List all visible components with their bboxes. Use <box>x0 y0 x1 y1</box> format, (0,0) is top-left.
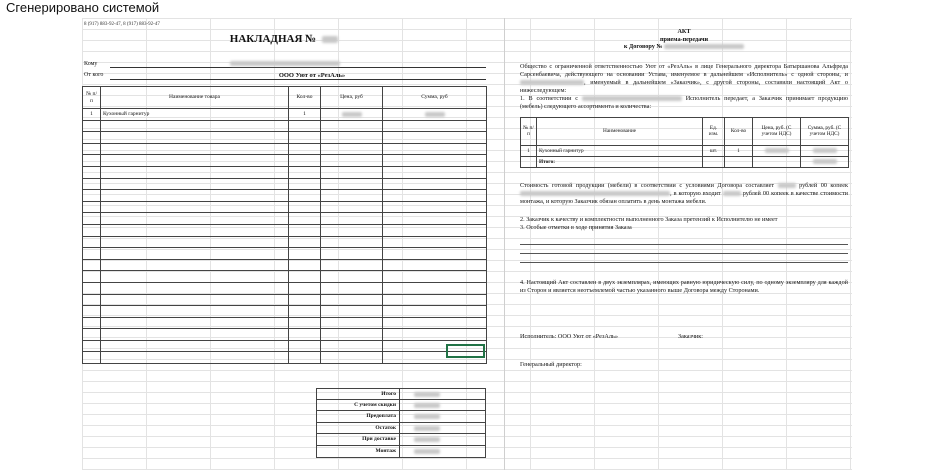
remarks-line <box>520 245 848 254</box>
to-underline <box>110 67 486 68</box>
assembly-label: Монтаж <box>316 446 400 458</box>
cell-price <box>321 109 383 121</box>
clause1-text-b: Исполнитель передает, а Заказчик принимает продукцию (мебель) следующего ассортимента и количества: <box>520 94 848 110</box>
act-col-name: Наименование <box>537 117 703 145</box>
table-row <box>83 236 487 248</box>
cell-num: 1 <box>83 109 101 121</box>
redacted-prepayment <box>414 414 440 419</box>
act-cost <box>520 182 848 206</box>
redacted-price <box>342 112 362 117</box>
cell-qty: 1 <box>289 109 321 121</box>
phone-numbers: 8 (917) 883-92-47, 8 (917) 883-92-47 <box>84 22 160 27</box>
redacted-number <box>322 36 338 43</box>
table-row <box>83 306 487 318</box>
from-label: От кого <box>84 72 104 78</box>
table-row <box>83 132 487 144</box>
invoice-header-row <box>83 87 487 109</box>
act-title-line1: АКТ <box>677 28 691 35</box>
clause1-text-a: 1. В соответствии с <box>520 94 579 102</box>
cost-text-b: рублей 00 копеек <box>799 181 849 189</box>
act-cell-price <box>753 145 801 156</box>
act-col-num: № п/п <box>521 117 537 145</box>
act-col-unit: Ед. изм. <box>703 117 725 145</box>
total-label: Итого <box>316 388 400 400</box>
act-col-sum: Сумма, руб. (С учетом НДС) <box>801 117 849 145</box>
table-row <box>83 259 487 271</box>
cost-text-a: Стоимость готовой продукции (мебели) в соответствии с условиями Договора составляет <box>520 181 775 189</box>
table-row <box>83 190 487 202</box>
col-header-qty: Кол-во <box>289 87 321 109</box>
redacted-contract-ref <box>582 96 682 101</box>
cost-text-c: , в которую входит <box>670 189 721 197</box>
col-header-num: № п/п <box>83 87 101 109</box>
act-total-row <box>521 156 849 167</box>
redacted-discount <box>414 403 440 408</box>
table-row <box>83 248 487 260</box>
table-row <box>83 120 487 132</box>
selected-cell[interactable] <box>446 344 485 358</box>
col-header-name: Наименование товара <box>101 87 289 109</box>
cost-text-d: рублей 00 копеек в качестве стоимости монтажа, и которую Заказчик обязан оплатить в день монтажа мебели. <box>520 189 848 205</box>
prepayment-label: Предоплата <box>316 411 400 423</box>
act-total-label: Итого: <box>537 156 703 167</box>
act-col-price: Цена, руб. (С учетом НДС) <box>753 117 801 145</box>
cell-name: Кухонный гарнитур <box>101 109 289 121</box>
invoice-title <box>82 33 486 45</box>
table-row <box>83 282 487 294</box>
col-header-price: Цена, руб <box>321 87 383 109</box>
to-label: Кому <box>84 61 98 67</box>
delivery-label: При доставке <box>316 434 400 446</box>
total-row <box>316 388 486 400</box>
redacted-balance <box>414 426 440 431</box>
act-title-line2: приема-передачи <box>659 35 709 43</box>
executor-label: Исполнитель: ООО Уют от «РезАль» <box>520 332 618 340</box>
table-row <box>83 143 487 155</box>
redacted-act-total <box>813 159 837 164</box>
table-row <box>521 145 849 156</box>
from-value: ООО Уют от «РезАль» <box>278 72 346 79</box>
caption-text: Сгенерировано системой <box>6 0 160 15</box>
redacted-assembly-cost <box>723 191 741 196</box>
act-total-sum <box>801 156 849 167</box>
redacted-recipient <box>230 61 340 66</box>
act-cell-qty: 1 <box>725 145 753 156</box>
balance-label: Остаток <box>316 423 400 435</box>
redacted-cost <box>778 183 796 188</box>
invoice-page <box>82 18 486 458</box>
act-page <box>520 28 848 369</box>
discount-row <box>316 400 486 412</box>
table-row <box>83 271 487 283</box>
table-row <box>83 329 487 341</box>
act-cell-sum <box>801 145 849 156</box>
remarks-line <box>520 254 848 263</box>
remarks-lines <box>520 236 848 263</box>
table-row <box>83 201 487 213</box>
act-intro-text: Общество с ограниченной ответственностью Уют от «РезАль» в лице Генерального директора Батыршанова Альфреда Сарсенбаевича, действующего на основании Устава, именуемое в дальнейшем «Исполнитель» с одной стороны, и <box>520 62 848 78</box>
table-row <box>83 213 487 225</box>
table-row <box>83 340 487 352</box>
col-header-sum: Сумма, руб <box>383 87 487 109</box>
page-break-line <box>504 18 505 470</box>
from-underline <box>110 79 486 80</box>
prepayment-row <box>316 411 486 423</box>
act-clause3: 3. Особые отметки в ходе принятия Заказа <box>520 223 632 231</box>
act-clause2: 2. Заказчик к качеству и комплектности выполненного Заказа претензий к Исполнителю не имеет <box>520 215 778 223</box>
table-row <box>83 352 487 364</box>
redacted-contract <box>664 44 744 49</box>
director-label: Генеральный директор: <box>520 360 582 368</box>
act-title-line3 <box>520 43 848 51</box>
redacted-cost-words <box>520 191 670 196</box>
redacted-sum <box>425 112 445 117</box>
act-title <box>520 28 848 51</box>
act-intro <box>520 63 848 95</box>
assembly-row <box>316 446 486 458</box>
cell-sum <box>383 109 487 121</box>
redacted-delivery <box>414 437 440 442</box>
delivery-row <box>316 434 486 446</box>
act-cell-num: 1 <box>521 145 537 156</box>
table-row <box>83 317 487 329</box>
redacted-total <box>414 392 440 397</box>
invoice-totals <box>316 388 486 458</box>
act-header-row <box>521 117 849 145</box>
invoice-title-text: НАКЛАДНАЯ № <box>229 33 317 45</box>
act-cell-name: Кухонный гарнитур <box>537 145 703 156</box>
customer-label: Заказчик: <box>678 332 703 340</box>
table-row <box>83 166 487 178</box>
discount-label: С учетом скидки <box>316 400 400 412</box>
remarks-line <box>520 236 848 245</box>
act-title-contract: к Договору № <box>623 43 663 50</box>
balance-row <box>316 423 486 435</box>
act-clause4: 4. Настоящий Акт составлен в двух экземплярах, имеющих равную юридическую силу, по одному экземпляру для каждой из Сторон и является неотъемлемой частью указанного выше Договора между Сторонами. <box>520 278 848 294</box>
table-row <box>83 294 487 306</box>
table-row <box>83 224 487 236</box>
invoice-table <box>82 86 487 364</box>
table-row <box>83 109 487 121</box>
act-clause1 <box>520 95 848 111</box>
redacted-act-price <box>765 148 789 153</box>
act-intro-text-2: , именуемый в дальнейшем «Заказчик», с другой стороны, составили настоящий Акт о нижеследующем: <box>520 78 848 94</box>
signatures-row <box>520 333 848 341</box>
act-table <box>520 117 849 168</box>
redacted-customer <box>520 80 584 85</box>
redacted-assembly <box>414 449 440 454</box>
redacted-act-sum <box>813 148 837 153</box>
act-cell-unit: шт. <box>703 145 725 156</box>
table-row <box>83 178 487 190</box>
act-col-qty: Кол-во <box>725 117 753 145</box>
table-row <box>83 155 487 167</box>
